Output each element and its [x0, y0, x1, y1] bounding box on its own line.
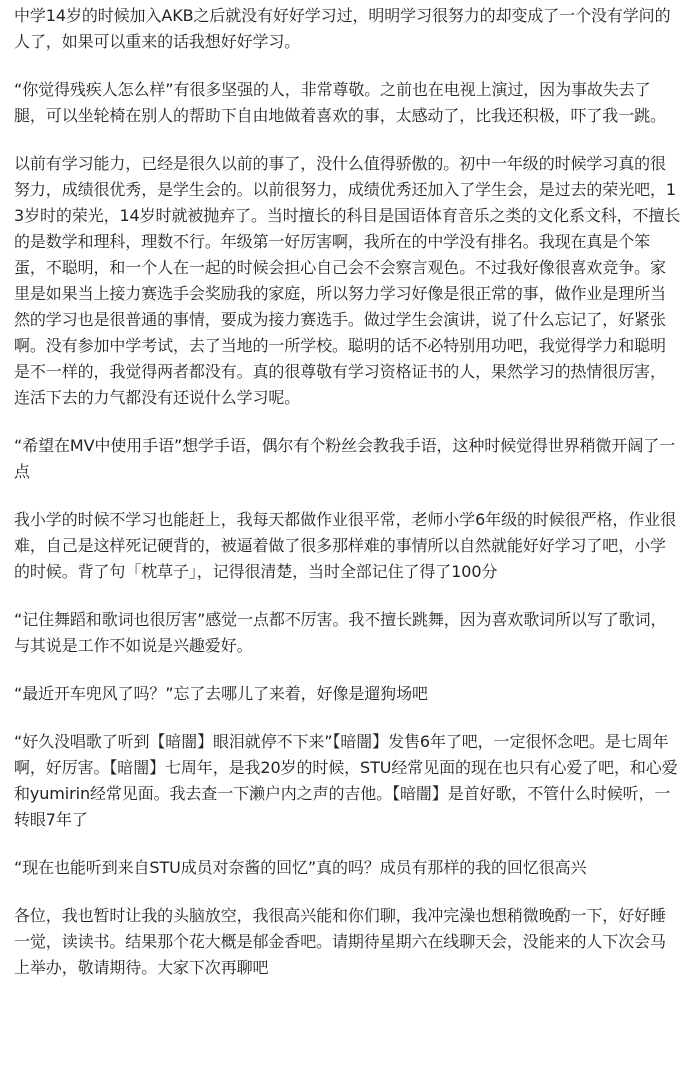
- paragraph-farewell: 各位，我也暂时让我的头脑放空，我很高兴能和你们聊，我冲完澡也想稍微晚酌一下，好好睡一觉，读读书。结果那个花大概是郁金香吧。请期待星期六在线聊天会，没能来的人下次会马上举办，敬请期待。大家下次再聊吧: [14, 906, 666, 977]
- paragraph-elementary-school: 我小学的时候不学习也能赶上，我每天都做作业很平常，老师小学6年级的时候很严格，作业很难，自己是这样死记硬背的，被逼着做了很多那样难的事情所以自然就能好好学习了吧，小学的时候。背了句「枕草子」，记得很清楚，当时全部记住了得了100分: [14, 510, 676, 581]
- paragraph-stu-memories: “现在也能听到来自STU成员对奈酱的回忆”真的吗？成员有那样的我的回忆很高兴: [14, 858, 587, 877]
- paragraph-school-memories: 以前有学习能力，已经是很久以前的事了，没什么值得骄傲的。初中一年级的时候学习真的很努力，成绩很优秀，是学生会的。以前很努力，成绩优秀还加入了学生会，是过去的荣光吧，13岁时的荣光，14岁时就被抛弃了。当时擅长的科目是国语体育音乐之类的文化系文科，不擅长的是数学和理科，理数不行。年级第一好厉害啊，我所在的中学没有排名。我现在真是个笨蛋，不聪明，和一个人在一起的时候会担心自己会不会察言观色。不过我好像很喜欢竞争。家里是如果当上接力赛选手会奖励我的家庭，所以努力学习好像是很正常的事，做作业是理所当然的学习也是很普通的事情，要成为接力赛选手。做过学生会演讲，说了什么忘记了，好紧张啊。没有参加中学考试，去了当地的一所学校。聪明的话不必特别用功吧，我觉得学力和聪明是不一样的，我觉得两者都没有。真的很尊敬有学习资格证书的人，果然学习的热情很厉害，连活下去的力气都没有还说什么学习呢。: [14, 154, 681, 407]
- paragraph-aki-study: 中学14岁的时候加入AKB之后就没有好好学习过，明明学习很努力的却变成了一个没有学问的人了，如果可以重来的话我想好好学习。: [14, 6, 671, 51]
- paragraph-dance-lyrics: “记住舞蹈和歌词也很厉害”感觉一点都不厉害。我不擅长跳舞，因为喜欢歌词所以写了歌词，与其说是工作不如说是兴趣爱好。: [14, 610, 667, 655]
- paragraph-drive: “最近开车兜风了吗？”忘了去哪儿了来着，好像是遛狗场吧: [14, 684, 428, 703]
- paragraph-sign-language: “希望在MV中使用手语”想学手语，偶尔有个粉丝会教我手语，这种时候觉得世界稍微开阔了一点: [14, 436, 676, 481]
- paragraph-kurayami: “好久没唱歌了听到【暗闇】眼泪就停不下来”【暗闇】发售6年了吧，一定很怀念吧。是七周年啊，好厉害。【暗闇】七周年，是我20岁的时候，STU经常见面的现在也只有心爱了吧，和心爱和yumirin经常见面。我去查一下濑户内之声的吉他。【暗闇】是首好歌，不管什么时候听，一转眼7年了: [14, 732, 678, 829]
- paragraph-disabled-people: “你觉得残疾人怎么样”有很多坚强的人，非常尊敬。之前也在电视上演过，因为事故失去了腿，可以坐轮椅在别人的帮助下自由地做着喜欢的事，太感动了，比我还积极，吓了我一跳。: [14, 80, 666, 125]
